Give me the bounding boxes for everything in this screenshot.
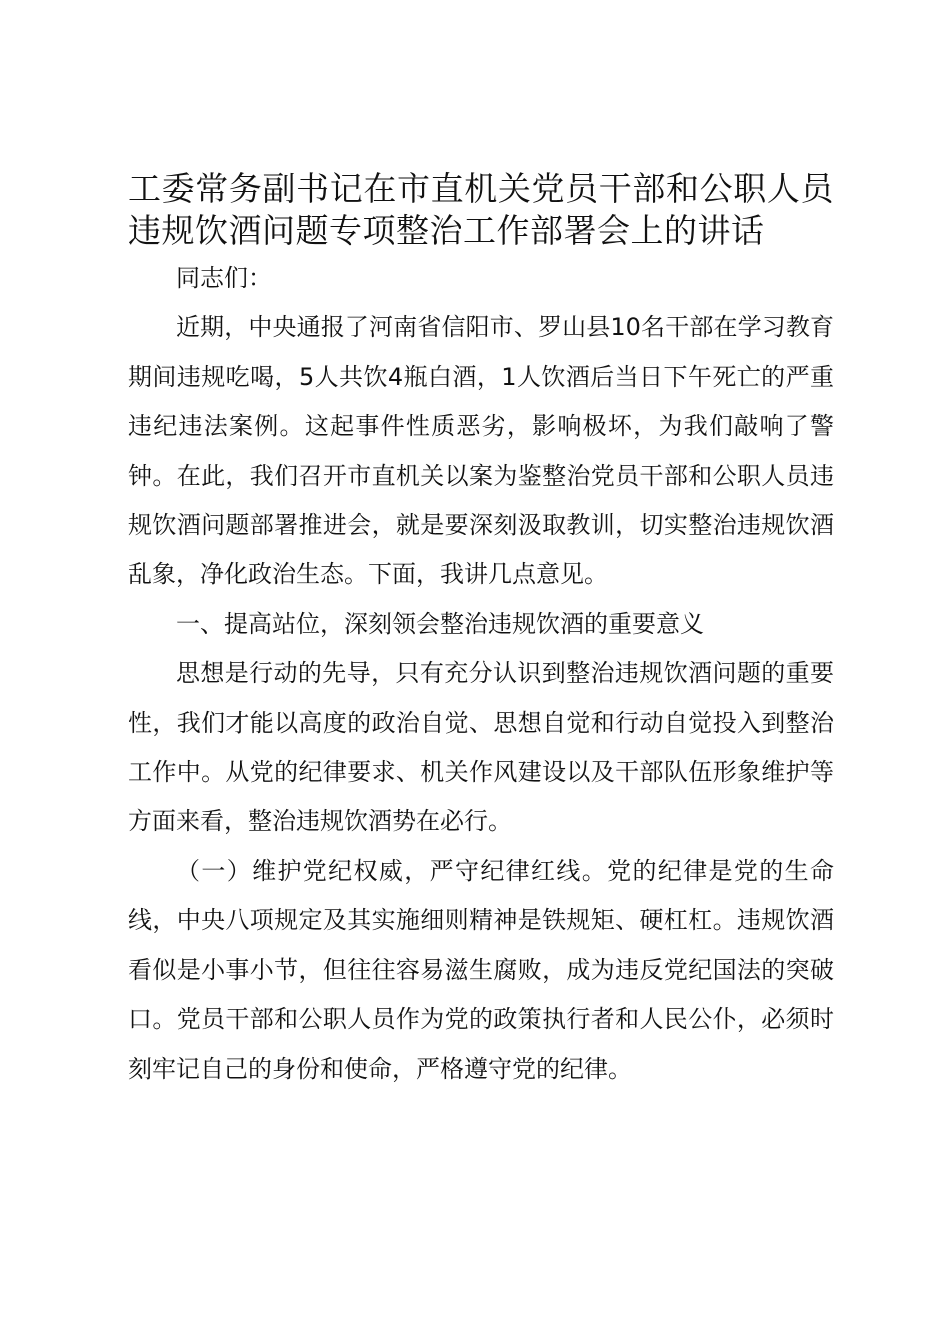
section-heading-1: 一、提高站位，深刻领会整治违规饮酒的重要意义 xyxy=(176,609,704,638)
document-title: 工委常务副书记在市直机关党员干部和公职人员违规饮酒问题专项整治工作部署会上的讲话 xyxy=(128,169,834,250)
document-body xyxy=(128,254,834,1094)
paragraph-subsection-1: （一）维护党纪权威，严守纪律红线。党的纪律是党的生命线，中央八项规定及其实施细则精神是铁规矩、硬杠杠。违规饮酒看似是小事小节，但往往容易滋生腐败，成为违反党纪国法的突破口。党员干部和公职人员作为党的政策执行者和人民公仆，必须时刻牢记自己的身份和使命，严格遵守党的纪律。 xyxy=(128,856,834,1083)
document-page xyxy=(128,168,834,1094)
salutation: 同志们： xyxy=(176,264,272,292)
paragraph-intro: 近期，中央通报了河南省信阳市、罗山县10名干部在学习教育期间违规吃喝，5人共饮4瓶白酒，1人饮酒后当日下午死亡的严重违纪违法案例。这起事件性质恶劣，影响极坏，为我们敲响了警钟。在此，我们召开市直机关以案为鉴整治党员干部和公职人员违规饮酒问题部署推进会，就是要深刻汲取教训，切实整治违规饮酒乱象，净化政治生态。下面，我讲几点意见。 xyxy=(128,313,834,589)
paragraph-section-1: 思想是行动的先导，只有充分认识到整治违规饮酒问题的重要性，我们才能以高度的政治自觉、思想自觉和行动自觉投入到整治工作中。从党的纪律要求、机关作风建设以及干部队伍形象维护等方面来看，整治违规饮酒势在必行。 xyxy=(128,659,834,836)
